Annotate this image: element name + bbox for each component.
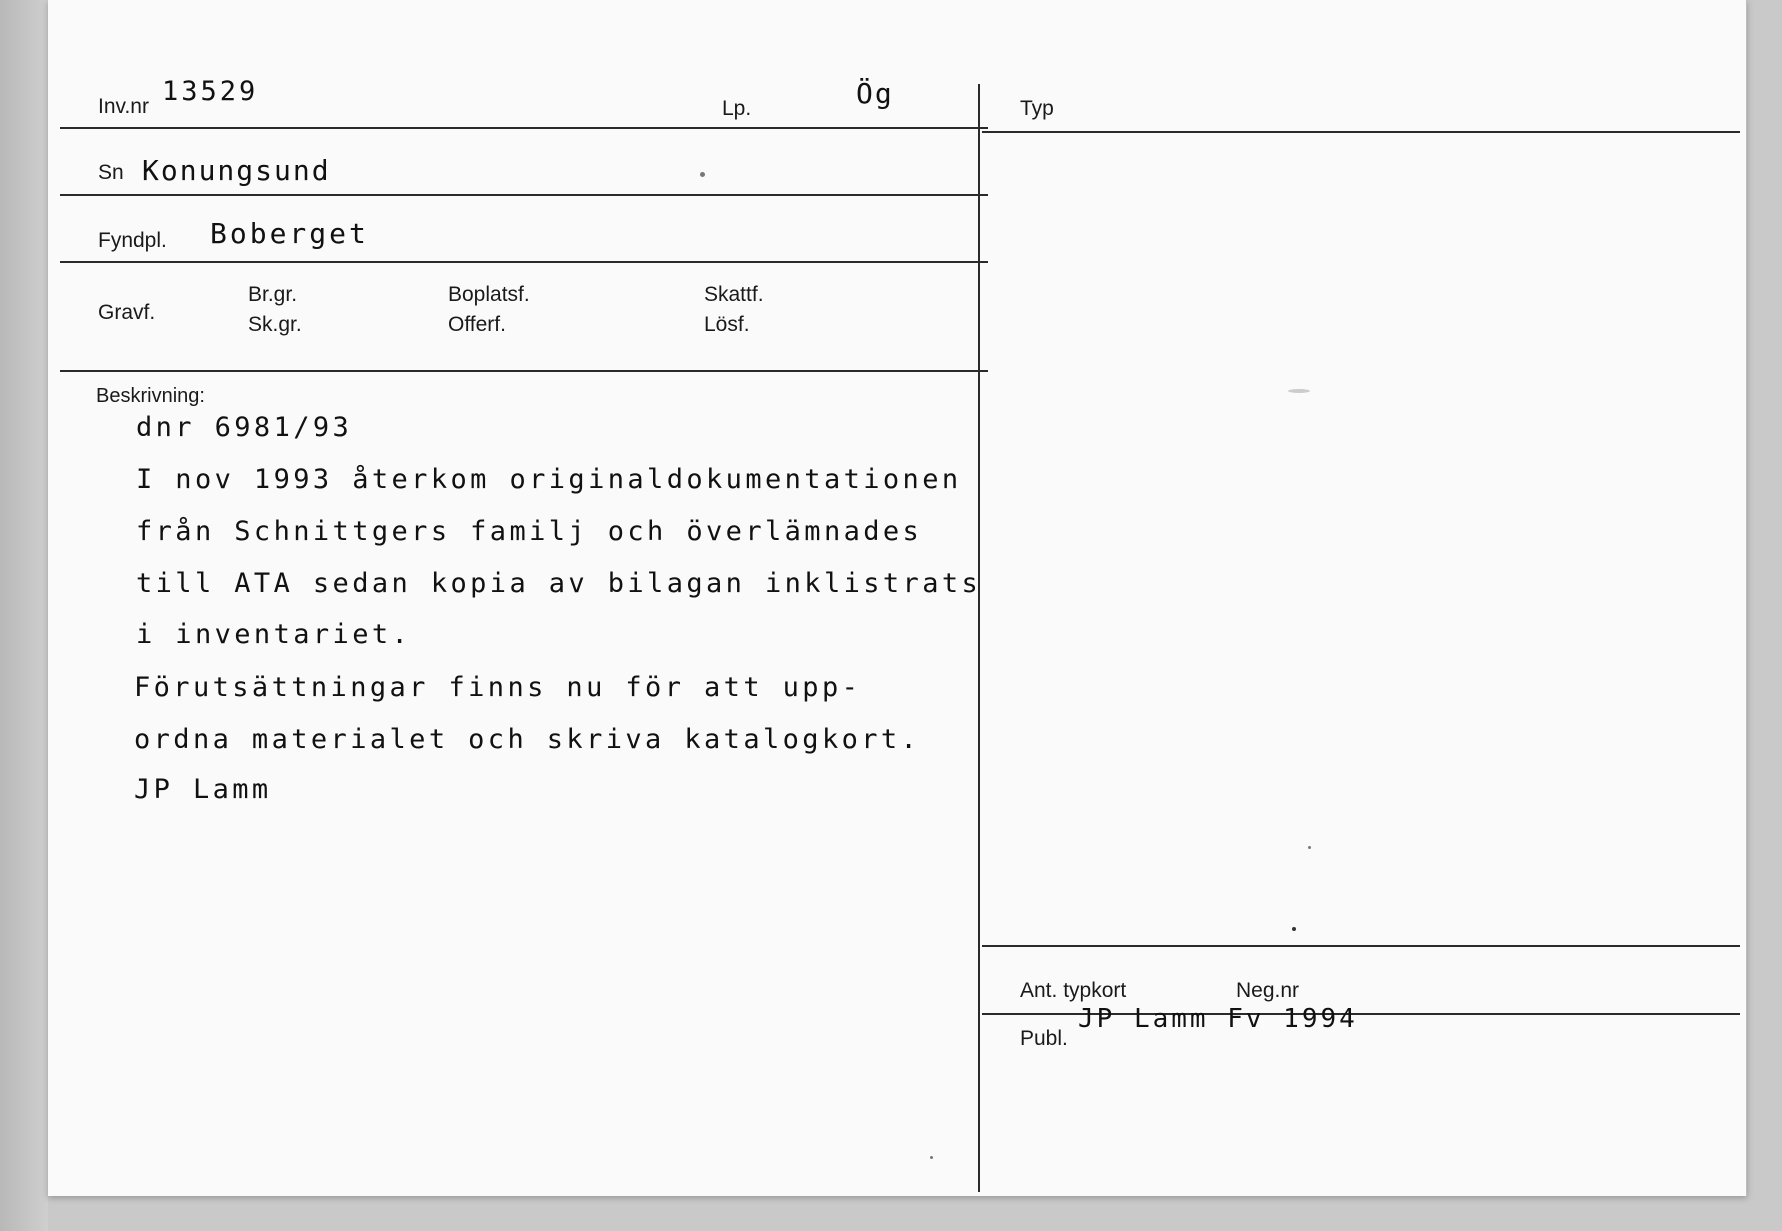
scan-speck <box>1292 927 1296 931</box>
inv-nr-value: 13529 <box>162 76 259 107</box>
beskrivning-label: Beskrivning: <box>96 385 205 407</box>
rule-under-fyndpl <box>60 261 988 263</box>
description-line: I nov 1993 återkom originaldokumentationen <box>136 464 962 495</box>
lp-label: Lp. <box>722 97 752 120</box>
description-line: dnr 6981/93 <box>136 412 353 443</box>
description-line: ordna materialet och skriva katalogkort. <box>134 724 921 755</box>
inv-nr-label: Inv.nr <box>98 95 149 118</box>
scan-speck <box>930 1156 933 1159</box>
ant-typkort-label: Ant. typkort <box>1020 979 1127 1002</box>
description-line: i inventariet. <box>136 619 412 650</box>
scan-background <box>0 0 48 1231</box>
rule-above-ant-typkort <box>982 945 1740 947</box>
description-line: till ATA sedan kopia av bilagan inklistrats <box>136 568 982 599</box>
rule-under-sn <box>60 194 988 196</box>
socken-value: Konungsund <box>142 154 331 187</box>
description-line: från Schnittgers familj och överlämnades <box>136 516 923 547</box>
description-line: Förutsättningar finns nu för att upp- <box>134 672 862 703</box>
description-line: JP Lamm <box>134 774 272 805</box>
scan-speck <box>1288 389 1310 393</box>
typ-label: Typ <box>1020 97 1054 120</box>
losf-label: Lösf. <box>704 313 750 336</box>
gravf-label: Gravf. <box>98 301 156 324</box>
sn-label: Sn <box>98 161 124 184</box>
rule-under-categories <box>60 370 988 372</box>
scan-speck <box>700 172 705 177</box>
skattf-label: Skattf. <box>704 283 764 306</box>
scan-speck <box>1308 846 1311 849</box>
catalog-card <box>48 0 1747 1196</box>
br-gr-label: Br.gr. <box>248 283 298 306</box>
landskap-value: Ög <box>856 77 894 110</box>
fyndpl-label: Fyndpl. <box>98 229 167 252</box>
rule-under-typ <box>982 131 1740 133</box>
publ-value: JP Lamm Fv 1994 <box>1078 1004 1358 1034</box>
offerf-label: Offerf. <box>448 313 506 336</box>
rule-under-inv <box>60 127 988 129</box>
publ-label: Publ. <box>1020 1027 1068 1050</box>
sk-gr-label: Sk.gr. <box>248 313 302 336</box>
column-divider <box>978 84 980 1192</box>
boplatsf-label: Boplatsf. <box>448 283 530 306</box>
neg-nr-label: Neg.nr <box>1236 979 1300 1002</box>
fyndplats-value: Boberget <box>210 217 369 250</box>
